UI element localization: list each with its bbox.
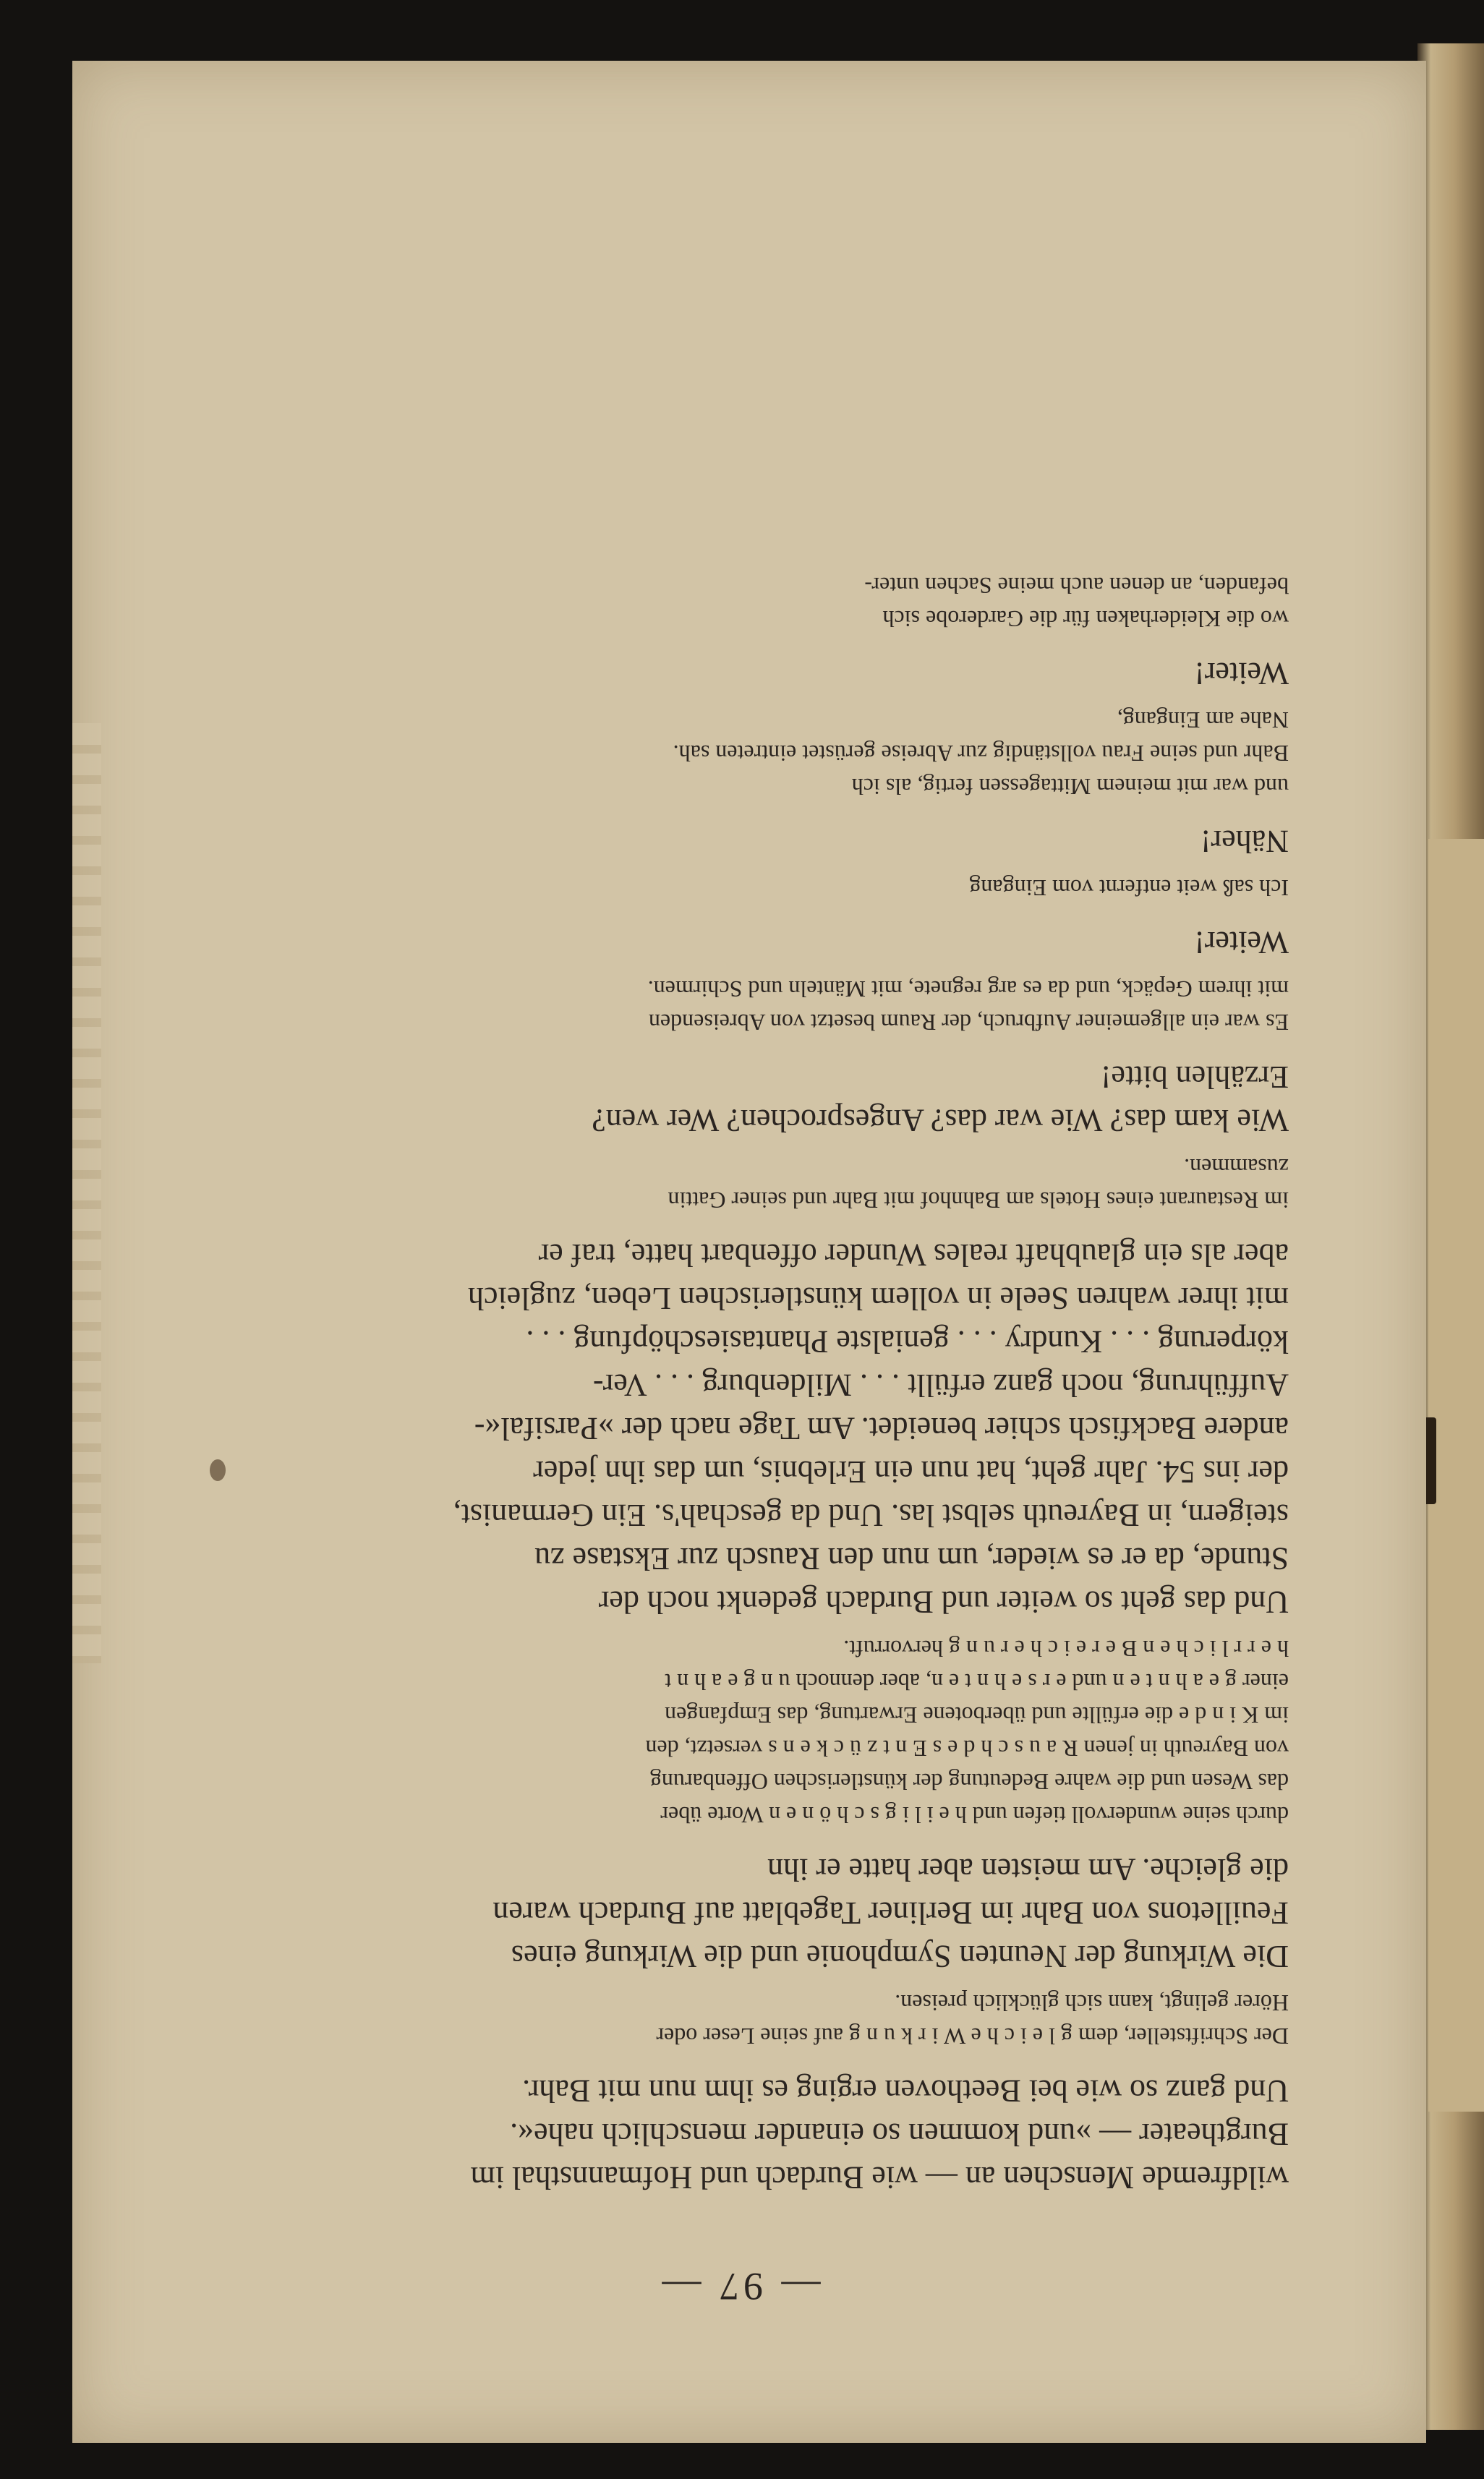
paragraph-gap xyxy=(189,1832,1289,1848)
text-line: zusammen. xyxy=(1184,1154,1289,1180)
ink-stain xyxy=(210,1459,226,1481)
text-line: von Bayreuth in jenen R a u s c h d e s E n t z ü c k e n s versetzt, den xyxy=(645,1736,1289,1762)
text-line: mit ihrer wahren Seele in vollem künstlerischen Leben, zugleich xyxy=(467,1281,1289,1316)
paragraph xyxy=(189,569,1289,636)
paragraph-gap xyxy=(189,803,1289,819)
paragraph xyxy=(189,973,1289,1039)
text-line: Weiter! xyxy=(1194,925,1289,960)
text-line: andere Backfisch schier beneidet. Am Tage nach der »Parsifal«- xyxy=(474,1411,1289,1446)
text-line: Die Wirkung der Neunten Symphonie und die Wirkung eines xyxy=(511,1939,1289,1974)
paragraph-gap xyxy=(189,560,1289,569)
text-line: Stunde, da er es wieder, um nun den Rausch zur Ekstase zu xyxy=(534,1541,1289,1576)
text-line: das Wesen und die wahre Bedeutung der künstlerischen Offenbarung xyxy=(649,1769,1289,1795)
paragraph-gap xyxy=(189,2053,1289,2069)
paragraph-gap xyxy=(189,1039,1289,1055)
text-line: wo die Kleiderhaken für die Garderobe sich xyxy=(882,606,1289,632)
text-line: die gleiche. Am meisten aber hatte er ihn xyxy=(767,1852,1289,1887)
text-line: Wie kam das? Wie war das? Angesprochen? Wer wen? xyxy=(592,1103,1289,1138)
text-line: Erzählen bitte! xyxy=(1100,1059,1289,1095)
text-line: einer g e a h n t e n und e r s e h n t e n, aber dennoch u n g e a h n t xyxy=(665,1669,1289,1695)
paragraph-gap xyxy=(189,1142,1289,1151)
text-line: Näher! xyxy=(1200,824,1289,859)
text-line: Feuilletons von Bahr im Berliner Tageblatt auf Burdach waren xyxy=(492,1895,1289,1931)
rotated-page-content xyxy=(72,61,1426,2443)
paragraph-gap xyxy=(189,695,1289,704)
text-line: Weiter! xyxy=(1194,656,1289,691)
text-line: Es war ein allgemeiner Aufbruch, der Raum besetzt von Abreisenden xyxy=(648,1010,1289,1036)
text-line: durch seine wundervoll tiefen und h e i l i g s c h ö n e n Worte über xyxy=(660,1802,1289,1828)
paragraph-gap xyxy=(189,1623,1289,1632)
text-line: steigern, in Bayreuth selbst las. Und da geschah's. Ein Germanist, xyxy=(453,1498,1289,1533)
paragraph-gap xyxy=(189,636,1289,652)
paragraph-gap xyxy=(189,905,1289,921)
text-line: Der Schriftsteller, dem g l e i c h e W i r k u n g auf seine Leser oder xyxy=(656,2023,1289,2049)
paragraph xyxy=(189,921,1289,964)
paragraph-gap xyxy=(189,964,1289,973)
page-number: — 97 — xyxy=(657,2265,821,2308)
text-line: Nahe am Eingang, xyxy=(1117,707,1289,733)
adjacent-page-edge xyxy=(1428,839,1484,2112)
paragraph xyxy=(189,1055,1289,1142)
paragraph-gap xyxy=(189,1978,1289,1987)
text-column xyxy=(189,560,1289,2309)
paragraph xyxy=(189,1151,1289,1217)
text-line: wildfremde Menschen an — wie Burdach und Hofmannsthal im xyxy=(470,2160,1289,2196)
text-line: Bahr und seine Frau vollständig zur Abreise gerüstet eintreten sah. xyxy=(673,741,1289,767)
text-line: Burgtheater — »und kommen so einander menschlich nahe«. xyxy=(510,2117,1289,2152)
paragraph xyxy=(189,871,1289,905)
text-line: aber als ein glaubhaft reales Wunder offenbart hatte, traf er xyxy=(538,1237,1289,1273)
text-line: Aufführung, noch ganz erfüllt . . . Mildenburg . . . Ver- xyxy=(592,1367,1289,1403)
paragraph xyxy=(189,704,1289,803)
text-line: h e r r l i c h e n B e r e i c h e r u n g hervorruft. xyxy=(843,1636,1289,1662)
text-line: und war mit meinem Mittagessen fertig, als ich xyxy=(851,774,1289,800)
text-line: befanden, an denen auch meine Sachen unter- xyxy=(864,573,1289,599)
text-line: Und das geht so weiter und Burdach gedenkt noch der xyxy=(598,1584,1289,1620)
text-line: körperung . . . Kundry . . . genialste Phantasieschöpfung . . . xyxy=(526,1324,1289,1360)
paragraph xyxy=(189,819,1289,863)
text-line: Und ganz so wie bei Beethoven erging es ihm nun mit Bahr. xyxy=(522,2073,1289,2109)
paragraph xyxy=(189,1848,1289,1978)
text-line: mit ihrem Gepäck, und da es arg regnete, mit Mänteln und Schirmen. xyxy=(647,976,1289,1002)
paragraph xyxy=(189,652,1289,695)
torn-edge xyxy=(72,723,101,1663)
text-line: Ich saß weit entfernt vom Eingang xyxy=(969,875,1289,901)
text-line: Hörer gelingt, kann sich glücklich preisen. xyxy=(895,1990,1289,2016)
paragraph xyxy=(189,1632,1289,1832)
text-line: im Restaurant eines Hotels am Bahnhof mit Bahr und seiner Gattin xyxy=(668,1187,1289,1213)
paragraph-gap xyxy=(189,863,1289,871)
text-line: der ins 54. Jahr geht, hat nun ein Erlebnis, um das ihn jeder xyxy=(533,1454,1289,1490)
text-line: im K i n d e die erfüllte und überbotene Erwartung, das Empfangen xyxy=(665,1702,1289,1728)
paragraph xyxy=(189,1987,1289,2053)
paragraph-gap xyxy=(189,1217,1289,1233)
paragraph xyxy=(189,1233,1289,1623)
body-text xyxy=(189,560,1289,2199)
paragraph xyxy=(189,2069,1289,2199)
book-page xyxy=(72,61,1426,2443)
